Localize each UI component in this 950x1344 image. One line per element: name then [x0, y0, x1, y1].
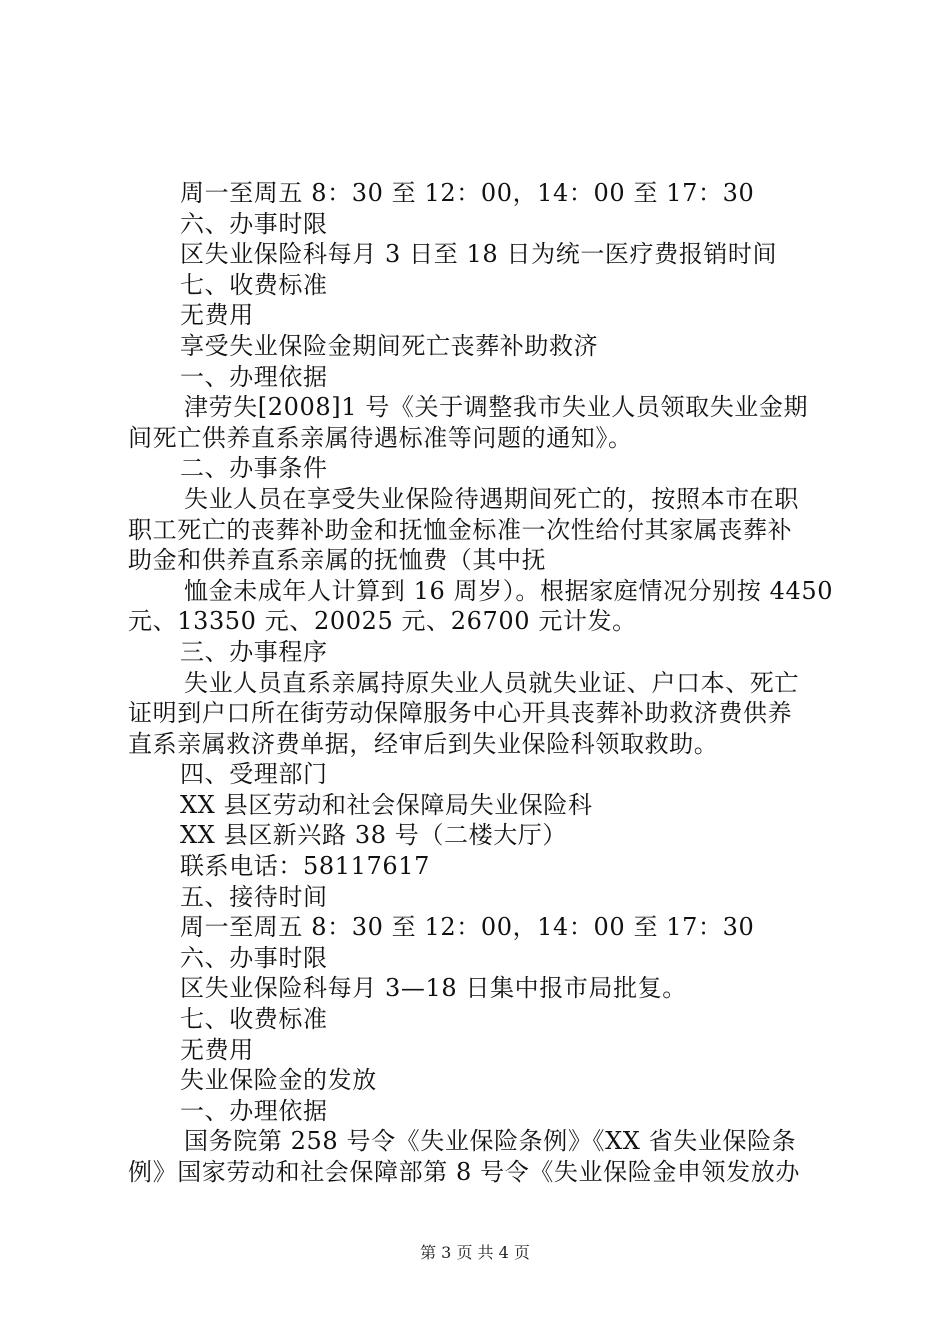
text-line: 失业人员在享受失业保险待遇期间死亡的，按照本市在职	[184, 484, 799, 513]
text-line: 周一至周五 8：30 至 12：00，14：00 至 17：30	[180, 913, 755, 942]
text-line: 无费用	[180, 301, 254, 330]
text-line: 二、办事条件	[180, 454, 328, 483]
text-line: 四、受理部门	[180, 760, 328, 789]
text-line: 恤金未成年人计算到 16 周岁）。根据家庭情况分别按 4450	[184, 576, 834, 605]
text-line: 区失业保险科每月 3—18 日集中报市局批复。	[180, 974, 687, 1003]
text-line: 区失业保险科每月 3 日至 18 日为统一医疗费报销时间	[180, 240, 778, 269]
text-line: 五、接待时间	[180, 882, 328, 911]
document-body	[128, 178, 834, 1188]
text-line: 职工死亡的丧葬补助金和抚恤金标准一次性给付其家属丧葬补	[128, 515, 793, 544]
text-line: 享受失业保险金期间死亡丧葬补助救济	[180, 331, 599, 360]
text-line: 联系电话：58117617	[180, 852, 430, 881]
text-line: 元、13350 元、20025 元、26700 元计发。	[128, 607, 637, 636]
text-line: XX 县区新兴路 38 号（二楼大厅）	[180, 821, 567, 850]
text-line: 津劳失[2008]1 号《关于调整我市失业人员领取失业金期	[184, 393, 809, 422]
text-line: 失业保险金的发放	[180, 1066, 377, 1095]
page-footer: 第 3 页 共 4 页	[420, 1243, 530, 1262]
text-line: 七、收费标准	[180, 270, 328, 299]
text-line: 六、办事时限	[180, 209, 328, 238]
text-line: 一、办理依据	[180, 1096, 328, 1125]
text-line: 证明到户口所在街劳动保障服务中心开具丧葬补助救济费供养	[128, 699, 793, 728]
text-line: 国务院第 258 号令《失业保险条例》《XX 省失业保险条	[184, 1127, 797, 1156]
text-line: 三、办事程序	[180, 637, 328, 666]
text-line: XX 县区劳动和社会保障局失业保险科	[180, 790, 593, 819]
text-line: 间死亡供养直系亲属待遇标准等问题的通知》。	[128, 423, 633, 452]
text-line: 例》国家劳动和社会保障部第 8 号令《失业保险金申领发放办	[128, 1158, 800, 1186]
text-line: 周一至周五 8：30 至 12：00，14：00 至 17：30	[180, 179, 755, 207]
text-line: 直系亲属救济费单据，经审后到失业保险科领取救助。	[128, 729, 719, 758]
text-line: 助金和供养直系亲属的抚恤费（其中抚	[128, 546, 547, 575]
text-line: 六、办事时限	[180, 943, 328, 972]
text-line: 无费用	[180, 1035, 254, 1064]
text-line: 失业人员直系亲属持原失业人员就失业证、户口本、死亡	[184, 668, 799, 697]
text-line: 七、收费标准	[180, 1005, 328, 1034]
text-line: 一、办理依据	[180, 362, 328, 391]
